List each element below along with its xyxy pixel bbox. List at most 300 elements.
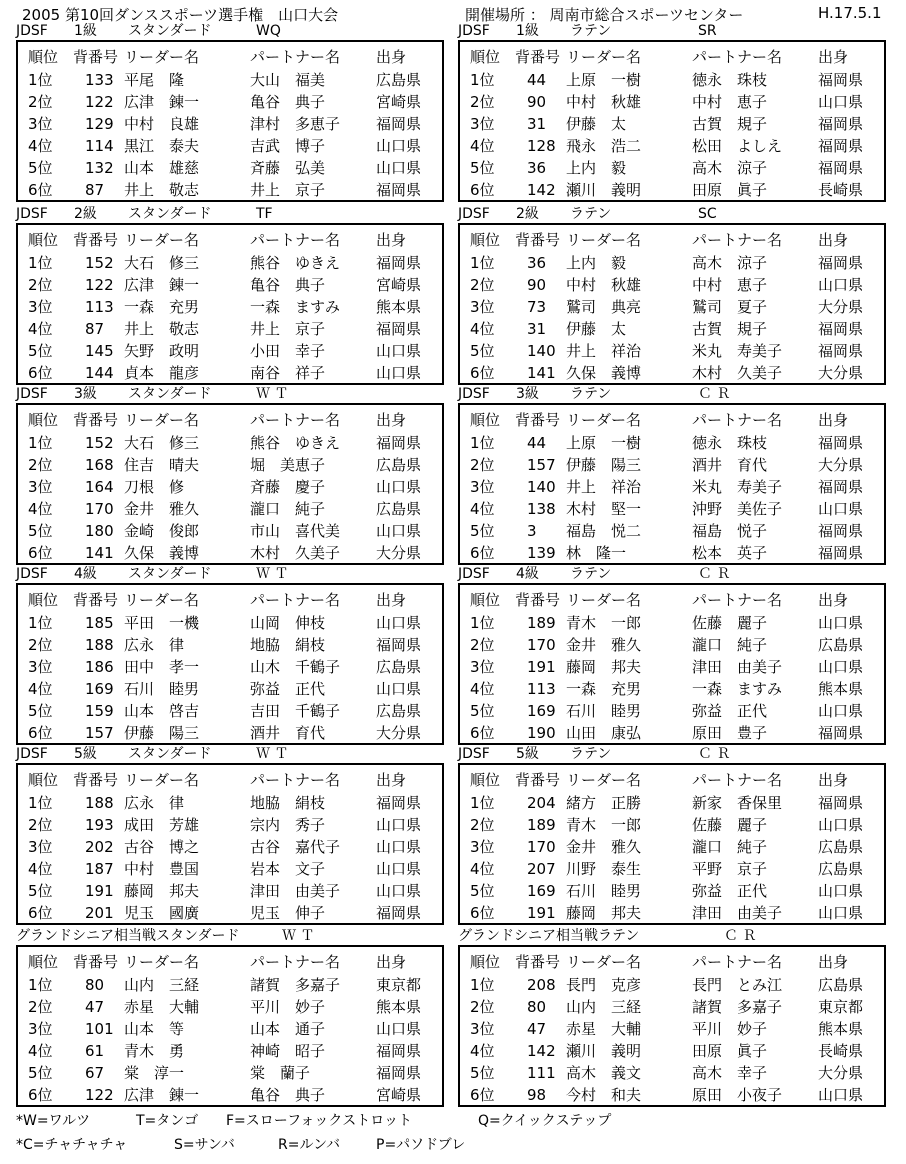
section-grade: 1級 [74, 23, 97, 39]
cell-leader: 緒方 正勝 [566, 794, 642, 812]
cell-leader: 山本 啓吉 [124, 702, 200, 720]
column-header: パートナー名 [250, 48, 341, 66]
cell-origin: 宮崎県 [376, 276, 422, 294]
column-header: 背番号 [73, 591, 119, 609]
cell-partner: 熊谷 ゆきえ [250, 434, 341, 452]
column-header: リーダー名 [124, 231, 200, 249]
cell-rank: 5位 [470, 882, 495, 900]
cell-number: 189 [527, 816, 556, 834]
cell-origin: 大分県 [818, 1064, 864, 1082]
table-row [18, 362, 442, 384]
cell-rank: 5位 [470, 342, 495, 360]
cell-rank: 2位 [470, 636, 495, 654]
section-grade: 5級 [74, 746, 97, 762]
cell-number: 188 [85, 794, 114, 812]
cell-partner: 高木 幸子 [692, 1064, 768, 1082]
cell-number: 170 [527, 636, 556, 654]
table-row [460, 700, 884, 722]
section-style: ラテン [570, 23, 612, 39]
cell-number: 80 [527, 998, 547, 1016]
column-header: リーダー名 [566, 591, 642, 609]
section-dances: SC [698, 206, 717, 222]
cell-origin: 山口県 [376, 478, 422, 496]
table-row [460, 362, 884, 384]
cell-partner: 斉藤 慶子 [250, 478, 326, 496]
cell-partner: 棠 蘭子 [250, 1064, 311, 1082]
cell-leader: 藤岡 邦夫 [124, 882, 200, 900]
cell-number: 169 [527, 702, 556, 720]
legend-item: R=ルンバ [278, 1137, 341, 1153]
cell-number: 188 [85, 636, 114, 654]
table-row [18, 700, 442, 722]
column-header: 背番号 [73, 231, 119, 249]
section-grade: 3級 [516, 386, 539, 402]
section-style: スタンダード [156, 928, 240, 944]
cell-leader: 一森 充男 [566, 680, 642, 698]
results-table [16, 40, 444, 202]
cell-partner: 堀 美恵子 [250, 456, 326, 474]
table-row [18, 498, 442, 520]
section-org: JDSF [458, 746, 490, 762]
cell-number: 114 [85, 137, 114, 155]
cell-number: 140 [527, 342, 556, 360]
cell-number: 3 [527, 522, 537, 540]
cell-partner: 平野 京子 [692, 860, 768, 878]
cell-rank: 1位 [28, 434, 53, 452]
cell-partner: 熊谷 ゆきえ [250, 254, 341, 272]
cell-rank: 2位 [470, 456, 495, 474]
table-row [460, 454, 884, 476]
cell-leader: 中村 秋雄 [566, 276, 642, 294]
cell-rank: 6位 [470, 904, 495, 922]
cell-partner: 古谷 嘉代子 [250, 838, 341, 856]
column-header: リーダー名 [124, 48, 200, 66]
results-table [458, 40, 886, 202]
table-header-row [18, 229, 442, 251]
legend-item: F=スローフォックストロット [226, 1113, 412, 1129]
results-table [16, 945, 444, 1107]
cell-leader: 山本 等 [124, 1020, 185, 1038]
cell-partner: 平川 妙子 [250, 998, 326, 1016]
cell-partner: 市山 喜代美 [250, 522, 341, 540]
cell-number: 204 [527, 794, 556, 812]
cell-number: 90 [527, 93, 547, 111]
cell-number: 185 [85, 614, 114, 632]
cell-origin: 福岡県 [376, 254, 422, 272]
cell-origin: 山口県 [818, 276, 864, 294]
cell-rank: 5位 [470, 702, 495, 720]
cell-rank: 3位 [28, 1020, 53, 1038]
section-style: ラテン [570, 566, 612, 582]
table-row [460, 722, 884, 744]
cell-leader: 一森 充男 [124, 298, 200, 316]
cell-number: 190 [527, 724, 556, 742]
cell-rank: 2位 [470, 276, 495, 294]
cell-leader: 古谷 博之 [124, 838, 200, 856]
section-title [16, 22, 444, 40]
cell-partner: 諸賀 多嘉子 [692, 998, 783, 1016]
cell-rank: 6位 [470, 544, 495, 562]
column-header: 出身 [376, 591, 407, 609]
legend-item: *W=ワルツ [16, 1113, 91, 1129]
cell-number: 73 [527, 298, 547, 316]
column-header: 出身 [376, 411, 407, 429]
table-row [460, 520, 884, 542]
cell-number: 187 [85, 860, 114, 878]
cell-number: 122 [85, 276, 114, 294]
column-header: リーダー名 [566, 953, 642, 971]
column-header: リーダー名 [124, 591, 200, 609]
section-dances: Ｃ Ｒ [698, 386, 731, 402]
cell-number: 142 [527, 181, 556, 199]
cell-rank: 1位 [470, 71, 495, 89]
table-header-row [460, 589, 884, 611]
cell-leader: 久保 義博 [124, 544, 200, 562]
column-header: パートナー名 [692, 411, 783, 429]
section-grade: 3級 [74, 386, 97, 402]
cell-origin: 広島県 [818, 838, 864, 856]
results-table [16, 403, 444, 565]
section-org: JDSF [458, 206, 490, 222]
section-dances: TF [256, 206, 273, 222]
cell-origin: 福岡県 [818, 434, 864, 452]
cell-partner: 酒井 育代 [250, 724, 326, 742]
cell-partner: 米丸 寿美子 [692, 342, 783, 360]
table-header-row [18, 769, 442, 791]
cell-origin: 広島県 [818, 976, 864, 994]
table-row [460, 432, 884, 454]
legend-latin [16, 1134, 896, 1154]
cell-number: 44 [527, 71, 547, 89]
cell-partner: 亀谷 典子 [250, 1086, 326, 1104]
table-row [460, 612, 884, 634]
cell-number: 98 [527, 1086, 547, 1104]
cell-rank: 5位 [470, 1064, 495, 1082]
cell-rank: 3位 [470, 838, 495, 856]
cell-leader: 井上 祥治 [566, 342, 642, 360]
column-header: 順位 [28, 231, 59, 249]
event-title: 2005 第10回ダンススポーツ選手権 山口大会 [22, 6, 339, 24]
cell-leader: 川野 泰生 [566, 860, 642, 878]
section-style: ラテン [570, 746, 612, 762]
table-row [18, 678, 442, 700]
results-table [16, 223, 444, 385]
table-row [18, 1018, 442, 1040]
column-header: リーダー名 [566, 411, 642, 429]
section-org: JDSF [458, 386, 490, 402]
cell-leader: 石川 睦男 [124, 680, 200, 698]
section-grade: グランドシニア相当戦 [458, 928, 598, 944]
section-title [16, 205, 444, 223]
cell-rank: 4位 [28, 137, 53, 155]
table-row [18, 996, 442, 1018]
section-style: ラテン [570, 206, 612, 222]
cell-rank: 6位 [470, 181, 495, 199]
cell-number: 113 [527, 680, 556, 698]
cell-partner: 徳永 珠枝 [692, 434, 768, 452]
column-header: 順位 [470, 411, 501, 429]
cell-partner: 木村 久美子 [250, 544, 341, 562]
column-header: リーダー名 [124, 953, 200, 971]
column-header: パートナー名 [250, 231, 341, 249]
cell-partner: 鷲司 夏子 [692, 298, 768, 316]
cell-origin: 広島県 [376, 702, 422, 720]
section-style: ラテン [570, 386, 612, 402]
cell-partner: 原田 小夜子 [692, 1086, 783, 1104]
cell-origin: 長崎県 [818, 1042, 864, 1060]
cell-partner: 吉武 博子 [250, 137, 326, 155]
column-header: リーダー名 [124, 771, 200, 789]
section-org: JDSF [16, 386, 48, 402]
table-row [460, 113, 884, 135]
cell-origin: 熊本県 [818, 680, 864, 698]
cell-rank: 2位 [28, 456, 53, 474]
cell-origin: 広島県 [376, 500, 422, 518]
cell-partner: 亀谷 典子 [250, 93, 326, 111]
cell-leader: 中村 秋雄 [566, 93, 642, 111]
table-row [18, 1062, 442, 1084]
cell-rank: 4位 [28, 320, 53, 338]
cell-leader: 中村 豊国 [124, 860, 200, 878]
cell-origin: 山口県 [376, 159, 422, 177]
table-row [18, 91, 442, 113]
cell-partner: 弥益 正代 [692, 702, 768, 720]
results-table [458, 583, 886, 745]
cell-number: 133 [85, 71, 114, 89]
cell-origin: 福岡県 [376, 320, 422, 338]
cell-number: 193 [85, 816, 114, 834]
cell-partner: 佐藤 麗子 [692, 614, 768, 632]
cell-rank: 1位 [470, 794, 495, 812]
section-grade: 4級 [516, 566, 539, 582]
cell-partner: 南谷 祥子 [250, 364, 326, 382]
cell-partner: 新家 香保里 [692, 794, 783, 812]
cell-leader: 大石 修三 [124, 254, 200, 272]
column-header: 出身 [818, 411, 849, 429]
cell-leader: 成田 芳雄 [124, 816, 200, 834]
cell-partner: 井上 京子 [250, 181, 326, 199]
cell-origin: 山口県 [818, 702, 864, 720]
table-row [18, 858, 442, 880]
cell-partner: 古賀 規子 [692, 320, 768, 338]
section-title [458, 565, 886, 583]
cell-number: 113 [85, 298, 114, 316]
column-header: 順位 [28, 48, 59, 66]
cell-number: 169 [85, 680, 114, 698]
column-header: 出身 [818, 231, 849, 249]
cell-leader: 矢野 政明 [124, 342, 200, 360]
cell-leader: 赤星 大輔 [124, 998, 200, 1016]
table-row [18, 836, 442, 858]
cell-rank: 1位 [28, 71, 53, 89]
table-row [18, 634, 442, 656]
table-row [460, 542, 884, 564]
cell-rank: 2位 [470, 816, 495, 834]
cell-origin: 山口県 [818, 816, 864, 834]
table-row [460, 135, 884, 157]
cell-origin: 山口県 [376, 522, 422, 540]
cell-number: 128 [527, 137, 556, 155]
date: H.17.5.1 [818, 4, 882, 22]
cell-number: 144 [85, 364, 114, 382]
table-row [18, 520, 442, 542]
cell-leader: 金井 雅久 [566, 838, 642, 856]
table-row [460, 880, 884, 902]
cell-origin: 広島県 [376, 658, 422, 676]
cell-partner: 瀧口 純子 [250, 500, 326, 518]
cell-leader: 大石 修三 [124, 434, 200, 452]
table-row [460, 157, 884, 179]
cell-rank: 6位 [28, 1086, 53, 1104]
cell-leader: 広永 律 [124, 794, 185, 812]
cell-leader: 山内 三経 [124, 976, 200, 994]
cell-rank: 3位 [470, 478, 495, 496]
column-header: パートナー名 [250, 771, 341, 789]
table-row [18, 792, 442, 814]
table-header-row [460, 46, 884, 68]
column-header: 出身 [376, 48, 407, 66]
cell-leader: 鷲司 典亮 [566, 298, 642, 316]
table-row [460, 678, 884, 700]
cell-partner: 高木 涼子 [692, 254, 768, 272]
table-row [18, 69, 442, 91]
cell-origin: 山口県 [376, 342, 422, 360]
legend-item: T=タンゴ [136, 1113, 199, 1129]
cell-number: 208 [527, 976, 556, 994]
cell-number: 189 [527, 614, 556, 632]
cell-leader: 広津 錬一 [124, 276, 200, 294]
cell-leader: 中村 良雄 [124, 115, 200, 133]
cell-origin: 大分県 [818, 298, 864, 316]
cell-number: 80 [85, 976, 105, 994]
cell-origin: 広島県 [376, 71, 422, 89]
table-row [18, 135, 442, 157]
cell-leader: 金崎 俊郎 [124, 522, 200, 540]
cell-origin: 山口県 [376, 614, 422, 632]
section-grade: 4級 [74, 566, 97, 582]
cell-partner: 地脇 絹枝 [250, 794, 326, 812]
section-org: JDSF [16, 746, 48, 762]
table-row [18, 612, 442, 634]
cell-leader: 赤星 大輔 [566, 1020, 642, 1038]
cell-origin: 熊本県 [818, 1020, 864, 1038]
cell-number: 67 [85, 1064, 105, 1082]
section-org: JDSF [16, 23, 48, 39]
cell-number: 47 [85, 998, 105, 1016]
cell-origin: 大分県 [818, 364, 864, 382]
section-dances: WQ [256, 23, 281, 39]
cell-leader: 山田 康弘 [566, 724, 642, 742]
table-header-row [460, 951, 884, 973]
table-row [460, 996, 884, 1018]
cell-partner: 瀧口 純子 [692, 838, 768, 856]
cell-number: 170 [527, 838, 556, 856]
cell-origin: 山口県 [376, 680, 422, 698]
cell-origin: 山口県 [818, 658, 864, 676]
cell-rank: 4位 [470, 320, 495, 338]
section-dances: Ｗ Ｔ [256, 746, 289, 762]
cell-partner: 佐藤 麗子 [692, 816, 768, 834]
cell-leader: 木村 堅一 [566, 500, 642, 518]
cell-origin: 宮崎県 [376, 1086, 422, 1104]
section-grade: グランドシニア相当戦 [16, 928, 156, 944]
cell-leader: 井上 敬志 [124, 320, 200, 338]
table-row [18, 252, 442, 274]
cell-origin: 福岡県 [376, 636, 422, 654]
legend-standard [16, 1110, 896, 1130]
section-style: スタンダード [128, 746, 212, 762]
cell-leader: 高木 義文 [566, 1064, 642, 1082]
cell-origin: 山口県 [376, 816, 422, 834]
cell-origin: 大分県 [376, 724, 422, 742]
cell-leader: 児玉 國廣 [124, 904, 200, 922]
cell-rank: 5位 [28, 702, 53, 720]
column-header: パートナー名 [692, 231, 783, 249]
cell-rank: 1位 [470, 254, 495, 272]
cell-partner: 斉藤 弘美 [250, 159, 326, 177]
section-dances: Ｃ Ｒ [698, 746, 731, 762]
cell-rank: 3位 [470, 115, 495, 133]
table-row [460, 318, 884, 340]
cell-origin: 山口県 [818, 614, 864, 632]
cell-number: 180 [85, 522, 114, 540]
cell-number: 191 [527, 658, 556, 676]
column-header: 出身 [818, 953, 849, 971]
column-header: 出身 [818, 771, 849, 789]
cell-partner: 児玉 伸子 [250, 904, 326, 922]
cell-origin: 福岡県 [376, 794, 422, 812]
section-org: JDSF [16, 566, 48, 582]
table-row [460, 814, 884, 836]
cell-origin: 山口県 [376, 137, 422, 155]
cell-number: 168 [85, 456, 114, 474]
cell-leader: 今村 和夫 [566, 1086, 642, 1104]
results-table [16, 583, 444, 745]
cell-rank: 3位 [28, 658, 53, 676]
cell-partner: 一森 ますみ [692, 680, 783, 698]
cell-rank: 2位 [28, 93, 53, 111]
cell-origin: 山口県 [818, 904, 864, 922]
column-header: 出身 [376, 953, 407, 971]
cell-origin: 福岡県 [818, 159, 864, 177]
column-header: 順位 [28, 411, 59, 429]
legend-item: Q=クイックステップ [478, 1113, 612, 1129]
cell-number: 90 [527, 276, 547, 294]
cell-number: 145 [85, 342, 114, 360]
cell-partner: 田原 眞子 [692, 1042, 768, 1060]
cell-leader: 久保 義博 [566, 364, 642, 382]
cell-leader: 田中 孝一 [124, 658, 200, 676]
cell-leader: 棠 淳一 [124, 1064, 185, 1082]
cell-number: 191 [85, 882, 114, 900]
column-header: 順位 [28, 953, 59, 971]
cell-partner: 松田 よしえ [692, 137, 783, 155]
cell-leader: 瀬川 義明 [566, 1042, 642, 1060]
cell-partner: 亀谷 典子 [250, 276, 326, 294]
column-header: リーダー名 [566, 231, 642, 249]
cell-partner: 小田 幸子 [250, 342, 326, 360]
table-row [460, 1062, 884, 1084]
cell-leader: 伊藤 太 [566, 115, 627, 133]
cell-origin: 福岡県 [818, 320, 864, 338]
cell-partner: 津田 由美子 [250, 882, 341, 900]
cell-number: 142 [527, 1042, 556, 1060]
cell-origin: 大分県 [818, 456, 864, 474]
cell-rank: 2位 [28, 998, 53, 1016]
cell-leader: 井上 敬志 [124, 181, 200, 199]
cell-leader: 平尾 隆 [124, 71, 185, 89]
cell-origin: 山口県 [376, 882, 422, 900]
